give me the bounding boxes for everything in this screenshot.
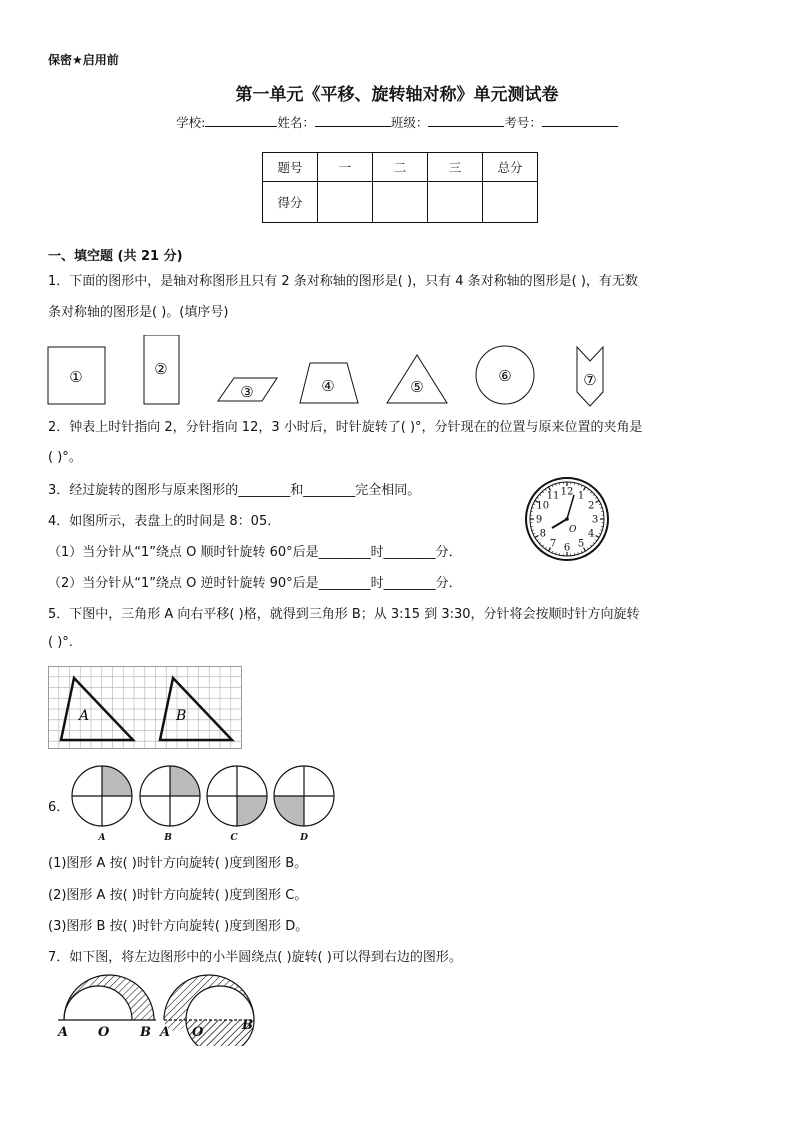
q2-line1: 2．钟表上时针指向 2，分针指向 12，3 小时后，时针旋转了( )°，分针现在的位置与原来位置的夹角是 (48, 420, 643, 435)
score-cell[interactable] (318, 182, 373, 223)
clock-number: 12 (560, 486, 574, 498)
class-label: 班级： (390, 115, 429, 130)
point-label: B (140, 1025, 151, 1040)
triangle-a-label: A (79, 708, 90, 724)
clock-tick (590, 492, 591, 493)
clock-tick (537, 497, 539, 498)
q7-semicircle-figure (52, 974, 267, 1046)
school-blank[interactable] (205, 114, 277, 127)
circle-label: A (98, 833, 106, 843)
clock-number: 5 (577, 538, 585, 550)
clock-tick (599, 504, 601, 505)
clock-number: 6 (563, 542, 571, 554)
clock-tick (581, 485, 582, 487)
clock-number: 2 (588, 500, 595, 512)
point-label: A (58, 1025, 69, 1040)
clock-tick (588, 547, 589, 549)
shape-label: ④ (321, 377, 335, 395)
q2-line2: ( )°。 (48, 450, 82, 465)
score-header-cell: 一 (318, 153, 373, 182)
shape-label: ⑦ (583, 371, 597, 389)
clock-tick (535, 536, 538, 538)
clock-tick (545, 547, 546, 549)
section-title: 一、填空题 (共 21 分) (48, 249, 183, 264)
exam-no-label: 考号： (504, 115, 542, 130)
score-header-cell: 二 (373, 153, 428, 182)
clock-tick (552, 551, 553, 553)
score-header-cell: 题号 (263, 153, 318, 182)
clock-tick (552, 485, 553, 487)
clock-tick (542, 492, 543, 493)
score-table (262, 152, 538, 223)
circle-label: B (164, 833, 172, 843)
clock-number: 1 (577, 490, 585, 502)
circle-label: D (300, 833, 308, 843)
point-label: O (98, 1025, 110, 1040)
clock-figure (524, 476, 610, 562)
q4-sub1: （1）当分针从“1”绕点 O 顺时针旋转 60°后是________时________分． (48, 545, 462, 560)
page-title: 第一单元《平移、旋转轴对称》单元测试卷 (235, 85, 559, 105)
q1-shapes-figure (40, 335, 660, 410)
clock-number: 4 (588, 528, 595, 540)
q3-line1: 3．经过旋转的图形与原来图形的________和________完全相同。 (48, 483, 421, 498)
clock-number: 10 (536, 500, 550, 512)
score-cell[interactable] (428, 182, 483, 223)
clock-tick (599, 533, 601, 534)
clock-tick (542, 545, 543, 546)
clock-tick (590, 545, 591, 546)
clock-tick (581, 551, 582, 553)
minute-hand (567, 495, 574, 519)
clock-tick (588, 489, 589, 491)
score-header-cell: 三 (428, 153, 483, 182)
school-label: 学校: (176, 115, 206, 130)
clock-tick (595, 540, 597, 541)
score-cell[interactable] (483, 182, 538, 223)
q5-grid-figure (48, 666, 244, 750)
q5-line1: 5．下图中，三角形 A 向右平移( )格，就得到三角形 B；从 3:15 到 3:30，分针将会按顺时针方向旋转 (48, 607, 640, 622)
clock-center-label: O (569, 525, 577, 535)
shape-label: ① (69, 368, 83, 386)
q5-line2: ( )°. (48, 635, 73, 650)
q7-line1: 7．如下图，将左边图形中的小半圆绕点( )旋转( )可以得到右边的图形。 (48, 950, 462, 965)
clock-tick (595, 497, 597, 498)
score-cell[interactable] (373, 182, 428, 223)
shape-label: ⑤ (410, 378, 424, 396)
q6-circles-figure (62, 764, 342, 846)
clock-tick (596, 536, 599, 538)
hour-hand (552, 519, 567, 528)
exam-no-blank[interactable] (542, 114, 618, 127)
q6-sub3: (3)图形 B 按( )时针方向旋转( )度到图形 D。 (48, 919, 309, 934)
name-label: 姓名： (277, 115, 315, 130)
clock-tick (533, 504, 535, 505)
student-info-line (0, 113, 794, 131)
score-row-label: 得分 (263, 182, 318, 223)
q6-sub2: (2)图形 A 按( )时针方向旋转( )度到图形 C。 (48, 888, 308, 903)
triangle-b-label: B (176, 708, 187, 724)
clock-tick (596, 501, 599, 503)
clock-number: 11 (546, 490, 560, 502)
point-label: O (192, 1025, 204, 1040)
clock-number: 7 (549, 538, 557, 550)
clock-number: 3 (591, 514, 599, 526)
clock-tick (537, 540, 539, 541)
clock-number: 8 (539, 528, 546, 540)
q1-line2: 条对称轴的图形是( )。(填序号) (48, 305, 229, 320)
q6-sub1: (1)图形 A 按( )时针方向旋转( )度到图形 B。 (48, 856, 308, 871)
confidential-mark: 保密★启用前 (48, 53, 119, 67)
point-label: B (242, 1018, 253, 1033)
class-blank[interactable] (428, 114, 504, 127)
clock-tick (540, 542, 541, 543)
clock-tick (540, 494, 541, 495)
clock-tick (533, 533, 535, 534)
score-header-cell: 总分 (483, 153, 538, 182)
shape-label: ③ (240, 383, 254, 401)
name-blank[interactable] (315, 114, 391, 127)
q6-number: 6． (48, 800, 70, 815)
clock-tick (593, 494, 594, 495)
q1-line1: 1．下面的图形中，是轴对称图形且只有 2 条对称轴的图形是( )，只有 4 条对称轴的图形是( )，有无数 (48, 274, 638, 289)
clock-tick (593, 542, 594, 543)
clock-number: 9 (535, 514, 543, 526)
shape-label: ⑥ (498, 367, 512, 385)
q4-line1: 4．如图所示，表盘上的时间是 8：05． (48, 514, 281, 529)
shape-label: ② (154, 360, 168, 378)
q4-sub2: （2）当分针从“1”绕点 O 逆时针旋转 90°后是________时________分． (48, 576, 462, 591)
point-label: A (160, 1025, 171, 1040)
circle-label: C (230, 833, 238, 843)
